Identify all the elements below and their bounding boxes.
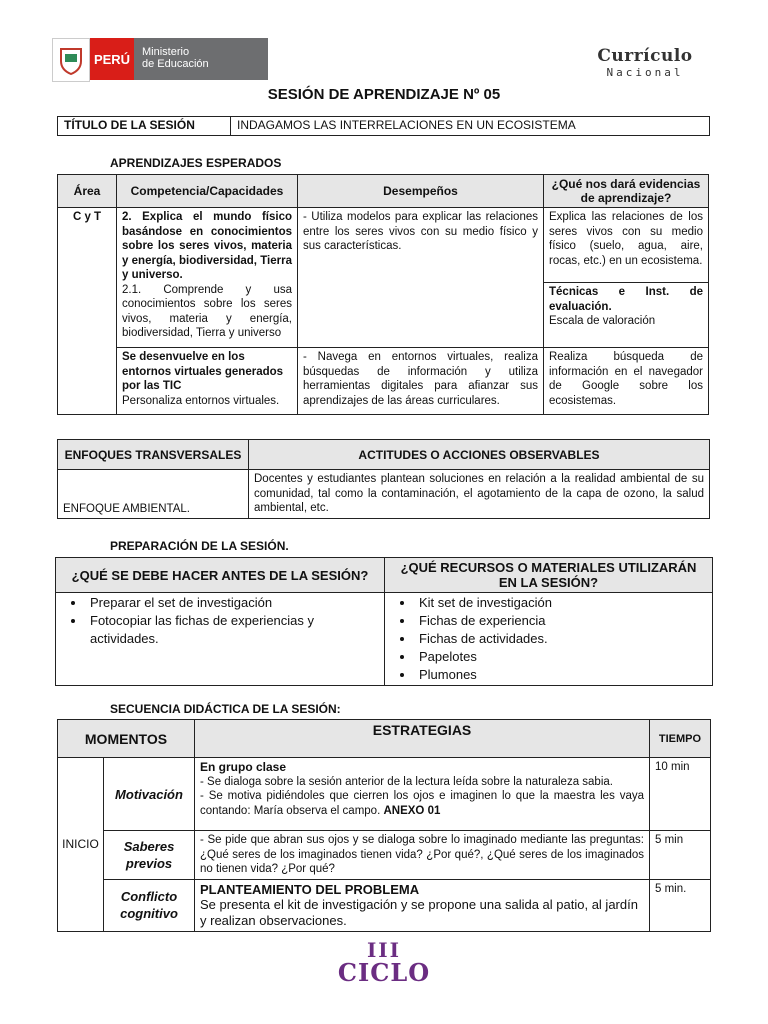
motivacion-heading: En grupo clase	[200, 760, 287, 774]
antes-cell	[56, 593, 385, 686]
motivacion-line2-text: - Se motiva pidiéndoles que cierren los ojos e imaginen lo que la maestra les vaya contando: María observa el campo.	[200, 790, 644, 817]
anexo-label: ANEXO 01	[383, 804, 441, 817]
learning-heading: APRENDIZAJES ESPERADOS	[110, 156, 282, 170]
session-title-label: TÍTULO DE LA SESIÓN	[58, 117, 231, 136]
estrategias-header: ESTRATEGIAS	[195, 720, 650, 758]
preparacion-table	[55, 557, 713, 686]
evidencia-2: Realiza búsqueda de información en el navegador de Google sobre los ecosistemas.	[544, 348, 709, 415]
minedu-logo	[52, 38, 268, 80]
area-cell: C y T	[58, 208, 117, 415]
session-title-table	[57, 116, 710, 136]
competencia-1-title: 2. Explica el mundo físico basándose en conocimientos sobre los seres vivos, materia y energía, biodiversidad, Tierra y universo.	[122, 211, 292, 281]
ministry-line2: de Educación	[142, 58, 209, 70]
saberes-time: 5 min	[650, 831, 711, 880]
enfoque-text: Docentes y estudiantes plantean soluciones en relación a la realidad ambiental de su comunidad, tal como la contaminación, el agotamiento de la capa de ozono, la salud ambiental, etc.	[249, 470, 710, 519]
enfoques-table	[57, 439, 710, 519]
header-evidencias: ¿Qué nos dará evidencias de aprendizaje?	[544, 175, 709, 208]
secuencia-table	[57, 719, 711, 932]
desempeno-1: - Utiliza modelos para explicar las relaciones entre los seres vivos con su medio físico y sus características.	[298, 208, 544, 348]
recursos-cell	[385, 593, 713, 686]
desempeno-2: - Navega en entornos virtuales, realiza búsquedas de información y utiliza herramientas digitales para afianzar sus aprendizajes de las áreas curriculares.	[298, 348, 544, 415]
motivacion-line2	[200, 789, 644, 818]
saberes-label: Saberes previos	[104, 831, 195, 880]
competencia-2-title: Se desenvuelve en los entornos virtuales generados por las TIC	[122, 351, 284, 392]
ciclo-roman: III	[366, 938, 402, 962]
capacidad-2: Personaliza entornos virtuales.	[122, 394, 280, 407]
list-item: • Fichas de experiencia	[415, 612, 708, 630]
enfoques-header: ENFOQUES TRANSVERSALES	[58, 440, 249, 470]
page-title: SESIÓN DE APRENDIZAJE Nº 05	[267, 86, 501, 103]
problema-heading: PLANTEAMIENTO DEL PROBLEMA	[200, 881, 420, 897]
learning-table	[57, 174, 709, 415]
motivacion-label: Motivación	[104, 758, 195, 831]
tecnicas-cell	[544, 283, 709, 348]
list-item: • Plumones	[415, 666, 708, 684]
ministry-line1: Ministerio	[142, 46, 190, 58]
list-item: • Fotocopiar las fichas de experiencias y actividades.	[86, 612, 380, 648]
list-item: • Kit set de investigación	[415, 594, 708, 612]
tecnicas-label: Técnicas e Inst. de evaluación.	[549, 286, 703, 313]
competencia-2	[117, 348, 298, 415]
conflicto-cell	[195, 879, 650, 931]
ciclo-logo	[0, 940, 768, 986]
tiempo-header: TIEMPO	[650, 720, 711, 758]
curriculo-line2: Nacional	[606, 66, 684, 79]
peru-label: PERÚ	[90, 38, 134, 80]
evidencia-1: Explica las relaciones de los seres vivos con su medio físico (suelo, agua, aire, rocas, etc.) en un ecosistema.	[544, 208, 709, 283]
list-item: • Preparar el set de investigación	[86, 594, 380, 612]
motivacion-cell	[195, 758, 650, 831]
tecnicas-value: Escala de valoración	[549, 315, 656, 327]
inicio-cell: INICIO	[58, 758, 104, 932]
list-item: • Papelotes	[415, 648, 708, 666]
ciclo-word: CICLO	[337, 958, 431, 987]
conflicto-time: 5 min.	[650, 879, 711, 931]
competencia-1	[117, 208, 298, 348]
capacidad-1: 2.1. Comprende y usa conocimientos sobre los seres vivos, materia y energía, biodiversidad, Tierra y universo	[122, 283, 292, 339]
recursos-header: ¿QUÉ RECURSOS O MATERIALES UTILIZARÁN EN LA SESIÓN?	[385, 558, 713, 593]
recursos-list	[389, 594, 708, 684]
header-desempenos: Desempeños	[298, 175, 544, 208]
curriculo-line1: Currículo	[597, 46, 693, 66]
secuencia-heading: SECUENCIA DIDÁCTICA DE LA SESIÓN:	[110, 702, 341, 716]
conflicto-label: Conflicto cognitivo	[104, 879, 195, 931]
preparacion-heading: PREPARACIÓN DE LA SESIÓN.	[110, 539, 289, 553]
coat-of-arms-icon	[52, 38, 90, 82]
saberes-text: - Se pide que abran sus ojos y se dialoga sobre lo imaginado mediante las preguntas: ¿Qué seres de los imaginados tienen vida? ¿Por qué?, ¿Qué seres de los imaginados no tienen vida? ¿Por qué?	[195, 831, 650, 880]
actitudes-header: ACTITUDES O ACCIONES OBSERVABLES	[249, 440, 710, 470]
session-title-value: INDAGAMOS LAS INTERRELACIONES EN UN ECOSISTEMA	[231, 117, 710, 136]
enfoque-name: ENFOQUE AMBIENTAL.	[58, 470, 249, 519]
conflicto-text: Se presenta el kit de investigación y se propone una salida al patio, al jardín y realizan observaciones.	[200, 896, 638, 928]
motivacion-line1: - Se dialoga sobre la sesión anterior de la lectura leída sobre la naturaleza sabia.	[200, 775, 613, 788]
header-competencia: Competencia/Capacidades	[117, 175, 298, 208]
ministry-label	[134, 38, 268, 80]
momentos-header: MOMENTOS	[58, 720, 195, 758]
antes-list	[60, 594, 380, 648]
antes-header: ¿QUÉ SE DEBE HACER ANTES DE LA SESIÓN?	[56, 558, 385, 593]
list-item: • Fichas de actividades.	[415, 630, 708, 648]
curriculo-nacional-logo	[590, 46, 700, 79]
motivacion-time: 10 min	[650, 758, 711, 831]
header-area: Área	[58, 175, 117, 208]
